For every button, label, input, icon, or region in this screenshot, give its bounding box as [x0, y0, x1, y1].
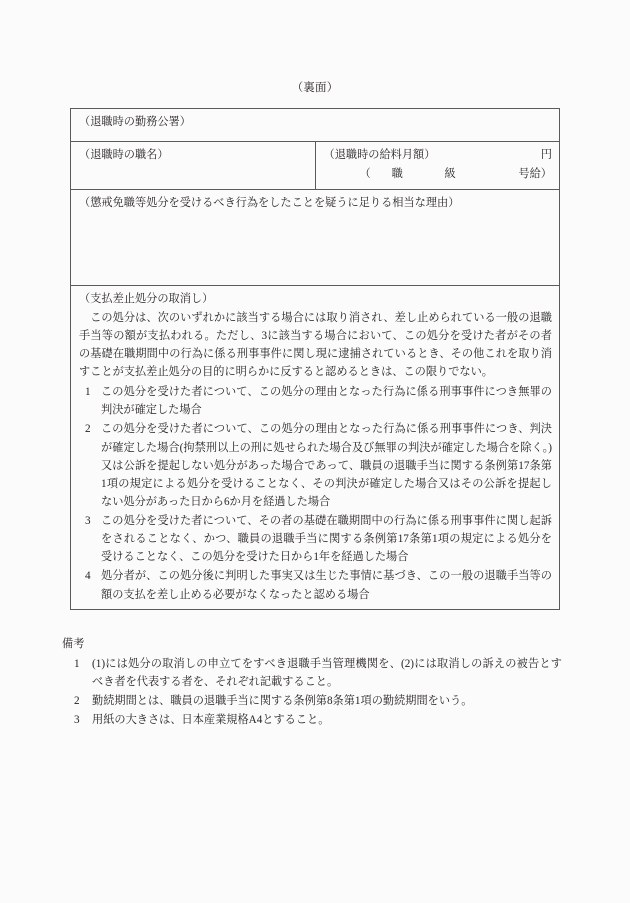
remarks-section — [62, 636, 562, 729]
salary-currency-unit: 円 — [540, 149, 552, 161]
clause-item-text: この処分を受けた者について、その者の基礎在職期間中の行為に係る刑事事件に関し起訴をされることなく、かつ、職員の退職手当に関する条例第17条第1項の規定による処分を受けることなく、この処分を受けた日から1年を経過した場合 — [101, 515, 552, 564]
clause-item-number: 2 — [85, 423, 91, 436]
retirement-form-table — [70, 108, 560, 610]
remarks-item-text: (1)には処分の取消しの申立てをすべき退職手当管理機関を、(2)には取消しの訴えの被告とすべき者を代表する者を、それぞれ記載すること。 — [92, 657, 562, 689]
clause-item-number: 3 — [85, 515, 91, 528]
clause-list-item — [79, 512, 552, 566]
clause-item-list — [79, 383, 552, 604]
salary-grade-line — [324, 166, 553, 183]
clause-heading: （支払差止処分の取消し） — [79, 292, 214, 305]
salary-label-line — [324, 147, 553, 164]
remarks-item-text: 勤続期間とは、職員の退職手当に関する条例第8条第1項の勤続期間をいう。 — [92, 695, 473, 708]
office-label-cell: （退職時の勤務公署） — [71, 109, 560, 142]
remarks-item-number: 1 — [74, 657, 80, 670]
remarks-title: 備考 — [62, 638, 85, 650]
remarks-item-text: 用紙の大きさは、日本産業規格A4とすること。 — [92, 714, 330, 727]
reason-label-cell: （懲戒免職等処分を受けるべき行為をしたことを疑うに足りる相当な理由） — [71, 189, 560, 285]
table-row-office — [71, 109, 560, 142]
clause-list-item — [79, 567, 552, 603]
table-row-job-title — [71, 142, 560, 190]
remarks-item-number: 2 — [74, 695, 80, 708]
salary-grade-label: 職 — [391, 168, 403, 181]
table-row-reason — [71, 189, 560, 285]
clause-item-text: この処分を受けた者について、この処分の理由となった行為に係る刑事事件につき無罪の判決が確定した場合 — [101, 386, 552, 417]
remarks-list-item — [62, 692, 562, 710]
salary-label: （退職時の給料月額） — [323, 149, 436, 161]
clause-cell — [71, 285, 560, 609]
job-title-label-cell: （退職時の職名） — [71, 142, 316, 190]
clause-item-number: 1 — [85, 386, 91, 399]
salary-class-label: 級 — [444, 168, 456, 181]
clause-item-text: この処分を受けた者について、この処分の理由となった行為に係る刑事事件につき、判決が確定した場合(拘禁刑以上の刑に処せられた場合及び無罪の判決が確定した場合を除く。)又は公訴を提起しない処分があった場合であって、職員の退職手当に関する条例第17条第1項の規定による処分を受けることなく、その判決が確定した場合又はその公訴を提起しない処分があった日から6か月を経過した場合 — [101, 423, 552, 508]
salary-open-paren: （ — [359, 168, 371, 181]
remarks-list-item — [62, 655, 562, 691]
remarks-list-item — [62, 711, 562, 729]
sheet-label: （裏面） — [291, 82, 339, 94]
remarks-item-list — [62, 655, 562, 730]
clause-item-number: 4 — [85, 570, 91, 583]
salary-cell — [315, 142, 560, 190]
clause-list-item — [79, 420, 552, 511]
clause-item-text: 処分者が、この処分後に判明した事実又は生じた事情に基づき、この一般の退職手当等の額の支払を差し止める必要がなくなったと認める場合 — [101, 570, 552, 601]
salary-step-label: 号給） — [518, 168, 552, 181]
clause-body: この処分は、次のいずれかに該当する場合には取り消され、差し止められている一般の退職手当等の額が支払われる。ただし、3に該当する場合において、この処分を受けた者がその者の基礎在職期間中の行為に係る刑事事件に関し現に逮捕されているとき、その他これを取り消すことが支払差止処分の目的に明らかに反すると認めるときは、この限りでない。 — [79, 311, 552, 378]
remarks-item-number: 3 — [74, 714, 80, 727]
table-row-clause — [71, 285, 560, 609]
clause-list-item — [79, 383, 552, 419]
